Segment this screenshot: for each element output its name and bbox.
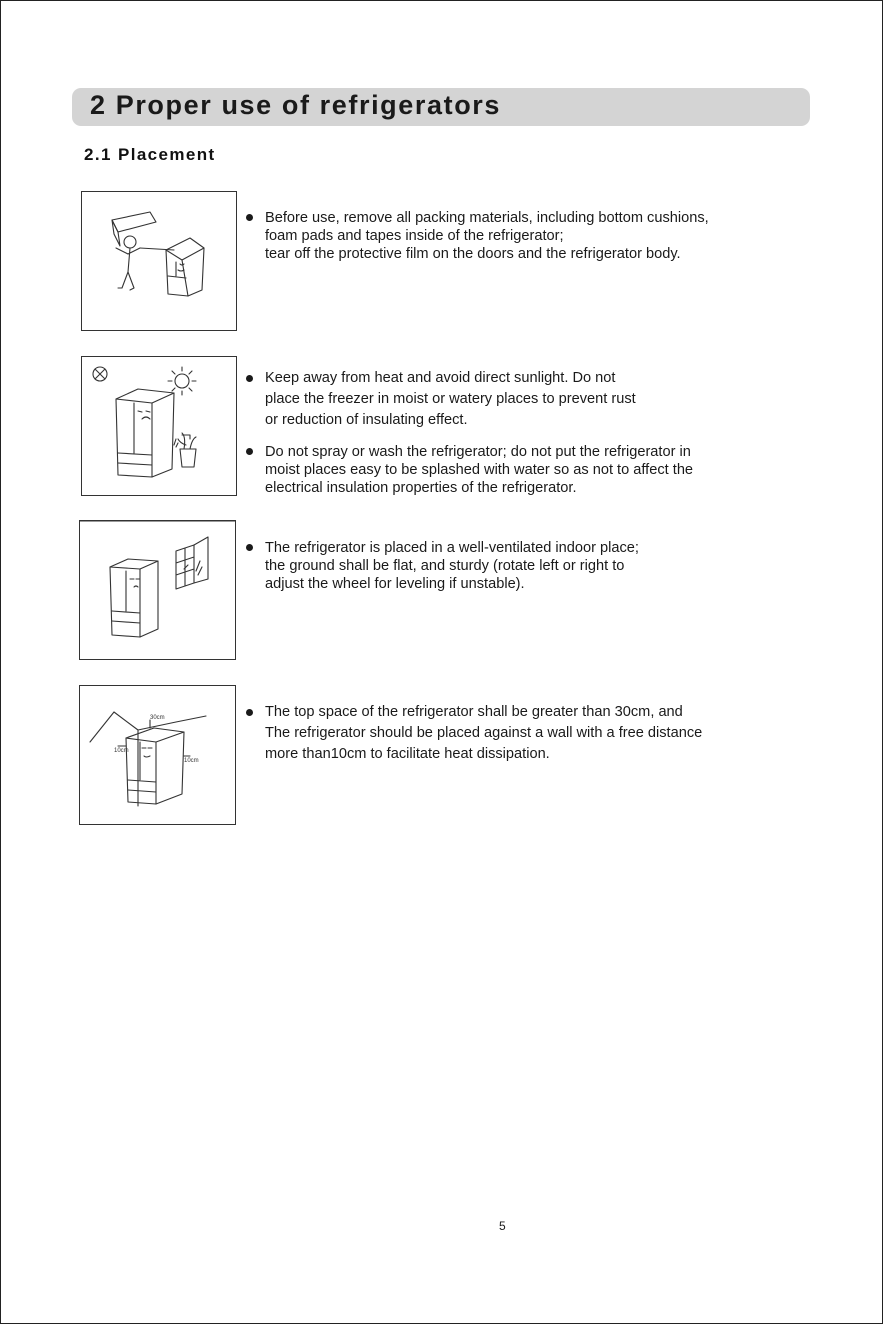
bullet-dot-icon: [246, 375, 253, 382]
bullet-line: tear off the protective film on the doors and the refrigerator body.: [265, 246, 681, 262]
sun-icon: [168, 367, 196, 395]
clearance-right-label: 10cm: [184, 758, 199, 764]
bullet-dot-icon: [246, 709, 253, 716]
bullet-line: more than10cm to facilitate heat dissipation.: [265, 746, 550, 762]
bullet-line: adjust the wheel for leveling if unstable).: [265, 576, 525, 592]
bullet-item-heat: [246, 368, 766, 431]
subsection-title: 2.1 Placement: [84, 145, 216, 164]
bullet-line: place the freezer in moist or watery places to prevent rust: [265, 391, 636, 407]
bullet-dot-icon: [246, 214, 253, 221]
page-number: 5: [499, 1219, 506, 1233]
clearance-left-label: 10cm: [114, 748, 129, 754]
bullet-line: The refrigerator is placed in a well-ventilated indoor place;: [265, 540, 639, 556]
bullet-line: the ground shall be flat, and sturdy (rotate left or right to: [265, 558, 625, 574]
prohibited-icon: [93, 367, 107, 381]
bullet-dot-icon: [246, 448, 253, 455]
bullet-dot-icon: [246, 544, 253, 551]
bullet-item-packing: [246, 209, 766, 263]
bullet-line: The refrigerator should be placed against a wall with a free distance: [265, 725, 703, 741]
bullet-line: moist places easy to be splashed with water so as not to affect the: [265, 462, 694, 478]
wall-clearance-illustration: [79, 685, 236, 825]
bullet-item-clearance: [246, 702, 766, 765]
bullet-line: Before use, remove all packing materials, including bottom cushions,: [265, 210, 709, 226]
bullet-line: Do not spray or wash the refrigerator; do not put the refrigerator in: [265, 444, 691, 460]
bullet-item-moisture: [246, 443, 766, 497]
unpacking-illustration: [81, 191, 237, 331]
bullet-line: electrical insulation properties of the refrigerator.: [265, 480, 577, 496]
section-title: 2 Proper use of refrigerators: [90, 90, 502, 120]
no-sunlight-moisture-illustration: [81, 356, 237, 496]
bullet-line: or reduction of insulating effect.: [265, 412, 468, 428]
bullet-line: Keep away from heat and avoid direct sunlight. Do not: [265, 370, 616, 386]
ventilated-room-illustration: [79, 520, 236, 660]
section-banner: [72, 88, 810, 126]
bullet-line: foam pads and tapes inside of the refrigerator;: [265, 228, 564, 244]
bullet-item-ventilation: [246, 539, 766, 593]
bullet-line: The top space of the refrigerator shall be greater than 30cm, and: [265, 704, 683, 720]
clearance-top-label: 30cm: [150, 715, 165, 721]
